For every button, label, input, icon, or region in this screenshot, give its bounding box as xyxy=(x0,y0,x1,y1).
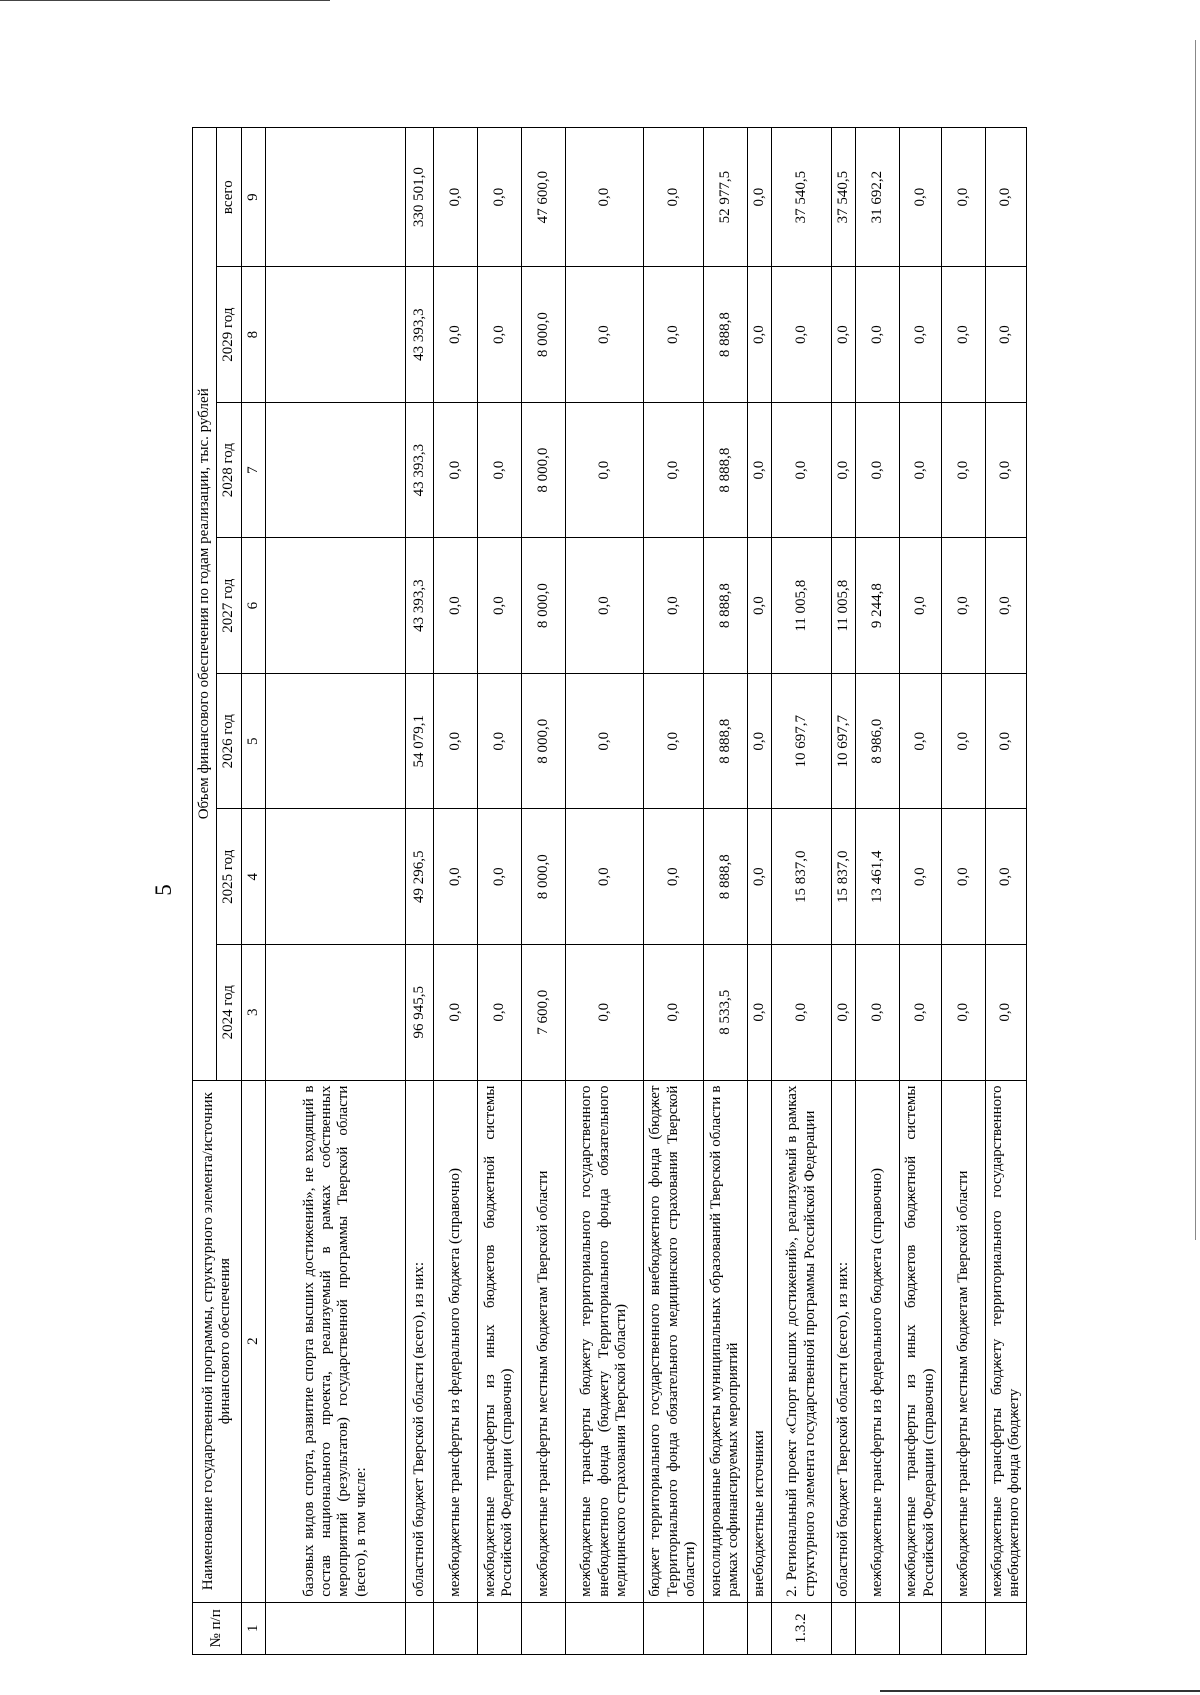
row-value: 8 888,8 xyxy=(703,267,747,403)
header-no: № п/п xyxy=(193,1602,242,1654)
table-row xyxy=(941,128,985,1655)
row-value: 0,0 xyxy=(941,945,985,1081)
row-value: 8 000,0 xyxy=(521,267,565,403)
table-row xyxy=(856,128,900,1655)
row-number xyxy=(832,1602,856,1654)
row-value: 0,0 xyxy=(565,673,643,809)
row-value: 43 393,3 xyxy=(405,538,433,674)
row-value: 8 888,8 xyxy=(703,402,747,538)
header-total: всего xyxy=(217,128,241,267)
row-value: 0,0 xyxy=(643,673,703,809)
row-value: 0,0 xyxy=(900,945,942,1081)
row-value: 0,0 xyxy=(643,402,703,538)
row-total: 0,0 xyxy=(985,128,1027,267)
row-total: 0,0 xyxy=(433,128,477,267)
row-number xyxy=(900,1602,942,1654)
column-number: 7 xyxy=(241,402,265,538)
table-row xyxy=(772,128,832,1655)
row-value: 0,0 xyxy=(477,809,521,945)
row-value: 9 244,8 xyxy=(856,538,900,674)
table-row xyxy=(477,128,521,1655)
page-number: 5 xyxy=(151,884,176,896)
row-value xyxy=(265,673,405,809)
header-name: Наименование государственной программы, структурного элемента/источник финансового обеспечения xyxy=(193,1080,242,1602)
row-name: межбюджетные трансферты из федерального бюджета (справочно) xyxy=(856,1080,900,1602)
row-number: 1.3.2 xyxy=(772,1602,832,1654)
row-value: 8 888,8 xyxy=(703,538,747,674)
row-number xyxy=(265,1602,405,1654)
row-value: 0,0 xyxy=(477,538,521,674)
row-value: 8 000,0 xyxy=(521,673,565,809)
row-value: 0,0 xyxy=(941,673,985,809)
row-total: 0,0 xyxy=(747,128,771,267)
header-year: 2025 год xyxy=(217,809,241,945)
header-year: 2029 год xyxy=(217,267,241,403)
row-value: 0,0 xyxy=(565,538,643,674)
column-number: 9 xyxy=(241,128,265,267)
row-value: 0,0 xyxy=(900,267,942,403)
row-value: 15 837,0 xyxy=(832,809,856,945)
row-value: 0,0 xyxy=(941,538,985,674)
row-value xyxy=(265,809,405,945)
table-row xyxy=(900,128,942,1655)
row-name: межбюджетные трансферты из иных бюджетов бюджетной системы Российской Федерации (справочно) xyxy=(477,1080,521,1602)
row-value: 0,0 xyxy=(856,267,900,403)
table-row xyxy=(643,128,703,1655)
row-value: 0,0 xyxy=(985,267,1027,403)
row-value: 0,0 xyxy=(565,402,643,538)
row-total: 37 540,5 xyxy=(772,128,832,267)
row-value: 0,0 xyxy=(900,538,942,674)
column-number: 1 xyxy=(241,1602,265,1654)
row-total: 47 600,0 xyxy=(521,128,565,267)
row-value: 13 461,4 xyxy=(856,809,900,945)
row-value xyxy=(265,267,405,403)
column-number: 8 xyxy=(241,267,265,403)
row-value: 0,0 xyxy=(985,538,1027,674)
row-value: 11 005,8 xyxy=(832,538,856,674)
row-value: 0,0 xyxy=(643,809,703,945)
row-value: 0,0 xyxy=(747,945,771,1081)
column-number: 2 xyxy=(241,1080,265,1602)
header-year: 2026 год xyxy=(217,673,241,809)
row-name: 2. Региональный проект «Спорт высших достижений», реализуемый в рамках структурного элемента государственной программы Российской Федерации xyxy=(772,1080,832,1602)
row-value: 0,0 xyxy=(477,945,521,1081)
row-total: 0,0 xyxy=(565,128,643,267)
row-value: 0,0 xyxy=(832,945,856,1081)
row-total: 0,0 xyxy=(477,128,521,267)
table-row xyxy=(832,128,856,1655)
row-value: 49 296,5 xyxy=(405,809,433,945)
row-number xyxy=(405,1602,433,1654)
row-value: 0,0 xyxy=(433,267,477,403)
row-value: 0,0 xyxy=(900,402,942,538)
row-number xyxy=(941,1602,985,1654)
table-row xyxy=(521,128,565,1655)
table-row xyxy=(985,128,1027,1655)
row-name: межбюджетные трансферты бюджету территориального государственного внебюджетного фонда (бюджету Территориального фонда обязательного медицинского страхования Тверской области) xyxy=(565,1080,643,1602)
row-name: областной бюджет Тверской области (всего), из них: xyxy=(405,1080,433,1602)
row-value: 11 005,8 xyxy=(772,538,832,674)
header-row-1 xyxy=(193,128,217,1655)
row-value: 0,0 xyxy=(772,945,832,1081)
row-value: 54 079,1 xyxy=(405,673,433,809)
row-value: 8 888,8 xyxy=(703,673,747,809)
row-value: 0,0 xyxy=(565,809,643,945)
row-value: 0,0 xyxy=(477,673,521,809)
row-name: межбюджетные трансферты бюджету территориального государственного внебюджетного фонда (бюджету xyxy=(985,1080,1027,1602)
row-number xyxy=(477,1602,521,1654)
row-name: консолидированные бюджеты муниципальных образований Тверской области в рамках софинансируемых мероприятий xyxy=(703,1080,747,1602)
row-name: межбюджетные трансферты местным бюджетам Тверской области xyxy=(941,1080,985,1602)
row-value: 0,0 xyxy=(433,673,477,809)
row-value: 96 945,5 xyxy=(405,945,433,1081)
table-row xyxy=(703,128,747,1655)
row-value: 10 697,7 xyxy=(832,673,856,809)
row-value: 10 697,7 xyxy=(772,673,832,809)
column-number: 5 xyxy=(241,673,265,809)
column-number-row xyxy=(241,128,265,1655)
row-total: 31 692,2 xyxy=(856,128,900,267)
row-value: 0,0 xyxy=(747,538,771,674)
row-value: 43 393,3 xyxy=(405,402,433,538)
row-value: 8 888,8 xyxy=(703,809,747,945)
row-name: базовых видов спорта, развитие спорта высших достижений», не входящий в состав национального проекта, реализуемый в рамках собственных мероприятий (результатов) государственной программы Тверской области (всего), в том числе: xyxy=(265,1080,405,1602)
row-total: 0,0 xyxy=(643,128,703,267)
scan-edge-top xyxy=(0,0,330,1)
row-number xyxy=(433,1602,477,1654)
row-name: межбюджетные трансферты из федерального бюджета (справочно) xyxy=(433,1080,477,1602)
row-name: межбюджетные трансферты местным бюджетам Тверской области xyxy=(521,1080,565,1602)
row-value xyxy=(265,402,405,538)
row-value: 0,0 xyxy=(985,809,1027,945)
row-value: 0,0 xyxy=(985,945,1027,1081)
row-value: 0,0 xyxy=(772,402,832,538)
financing-table xyxy=(192,127,1027,1655)
row-value: 0,0 xyxy=(565,267,643,403)
row-value xyxy=(265,945,405,1081)
row-number xyxy=(747,1602,771,1654)
row-value: 0,0 xyxy=(985,402,1027,538)
header-year: 2024 год xyxy=(217,945,241,1081)
header-year: 2027 год xyxy=(217,538,241,674)
row-value: 0,0 xyxy=(747,402,771,538)
row-value: 0,0 xyxy=(772,267,832,403)
column-number: 3 xyxy=(241,945,265,1081)
row-name: бюджет территориального государственного внебюджетного фонда (бюджет Территориального фонда обязательного медицинского страхования Тверской области) xyxy=(643,1080,703,1602)
row-total: 330 501,0 xyxy=(405,128,433,267)
row-total xyxy=(265,128,405,267)
row-value: 8 000,0 xyxy=(521,538,565,674)
table-row xyxy=(265,128,405,1655)
row-number xyxy=(521,1602,565,1654)
row-value: 0,0 xyxy=(941,402,985,538)
row-number xyxy=(703,1602,747,1654)
row-value: 7 600,0 xyxy=(521,945,565,1081)
row-value: 0,0 xyxy=(832,402,856,538)
row-number xyxy=(643,1602,703,1654)
table-row xyxy=(405,128,433,1655)
table-body xyxy=(265,128,1027,1655)
row-value: 0,0 xyxy=(985,673,1027,809)
row-name: межбюджетные трансферты из иных бюджетов бюджетной системы Российской Федерации (справочно) xyxy=(900,1080,942,1602)
row-number xyxy=(856,1602,900,1654)
table-row xyxy=(433,128,477,1655)
row-value: 0,0 xyxy=(643,538,703,674)
row-name: внебюджетные источники xyxy=(747,1080,771,1602)
row-value: 0,0 xyxy=(832,267,856,403)
row-value: 0,0 xyxy=(433,538,477,674)
row-value: 0,0 xyxy=(433,945,477,1081)
row-number xyxy=(565,1602,643,1654)
row-value: 0,0 xyxy=(941,267,985,403)
header-volume: Объем финансового обеспечения по годам реализации, тыс. рублей xyxy=(193,128,217,1081)
table-row xyxy=(565,128,643,1655)
rotated-page xyxy=(152,110,1164,1695)
row-number xyxy=(985,1602,1027,1654)
scan-edge-right xyxy=(1195,40,1196,1240)
row-value: 0,0 xyxy=(747,673,771,809)
table-row xyxy=(747,128,771,1655)
row-value: 0,0 xyxy=(477,402,521,538)
row-value: 0,0 xyxy=(856,945,900,1081)
row-value: 8 000,0 xyxy=(521,402,565,538)
row-value: 43 393,3 xyxy=(405,267,433,403)
row-value: 15 837,0 xyxy=(772,809,832,945)
header-year: 2028 год xyxy=(217,402,241,538)
row-name: областной бюджет Тверской области (всего), из них: xyxy=(832,1080,856,1602)
row-value: 8 533,5 xyxy=(703,945,747,1081)
column-number: 4 xyxy=(241,809,265,945)
row-value: 0,0 xyxy=(747,267,771,403)
row-value: 0,0 xyxy=(747,809,771,945)
row-total: 0,0 xyxy=(941,128,985,267)
row-value: 0,0 xyxy=(643,945,703,1081)
row-value: 8 000,0 xyxy=(521,809,565,945)
row-value: 0,0 xyxy=(900,809,942,945)
row-value: 0,0 xyxy=(565,945,643,1081)
row-total: 0,0 xyxy=(900,128,942,267)
row-value: 0,0 xyxy=(477,267,521,403)
row-value xyxy=(265,538,405,674)
row-value: 0,0 xyxy=(900,673,942,809)
column-number: 6 xyxy=(241,538,265,674)
row-total: 52 977,5 xyxy=(703,128,747,267)
row-value: 0,0 xyxy=(433,809,477,945)
row-value: 0,0 xyxy=(433,402,477,538)
row-value: 8 986,0 xyxy=(856,673,900,809)
row-value: 0,0 xyxy=(856,402,900,538)
row-value: 0,0 xyxy=(941,809,985,945)
row-value: 0,0 xyxy=(643,267,703,403)
row-total: 37 540,5 xyxy=(832,128,856,267)
